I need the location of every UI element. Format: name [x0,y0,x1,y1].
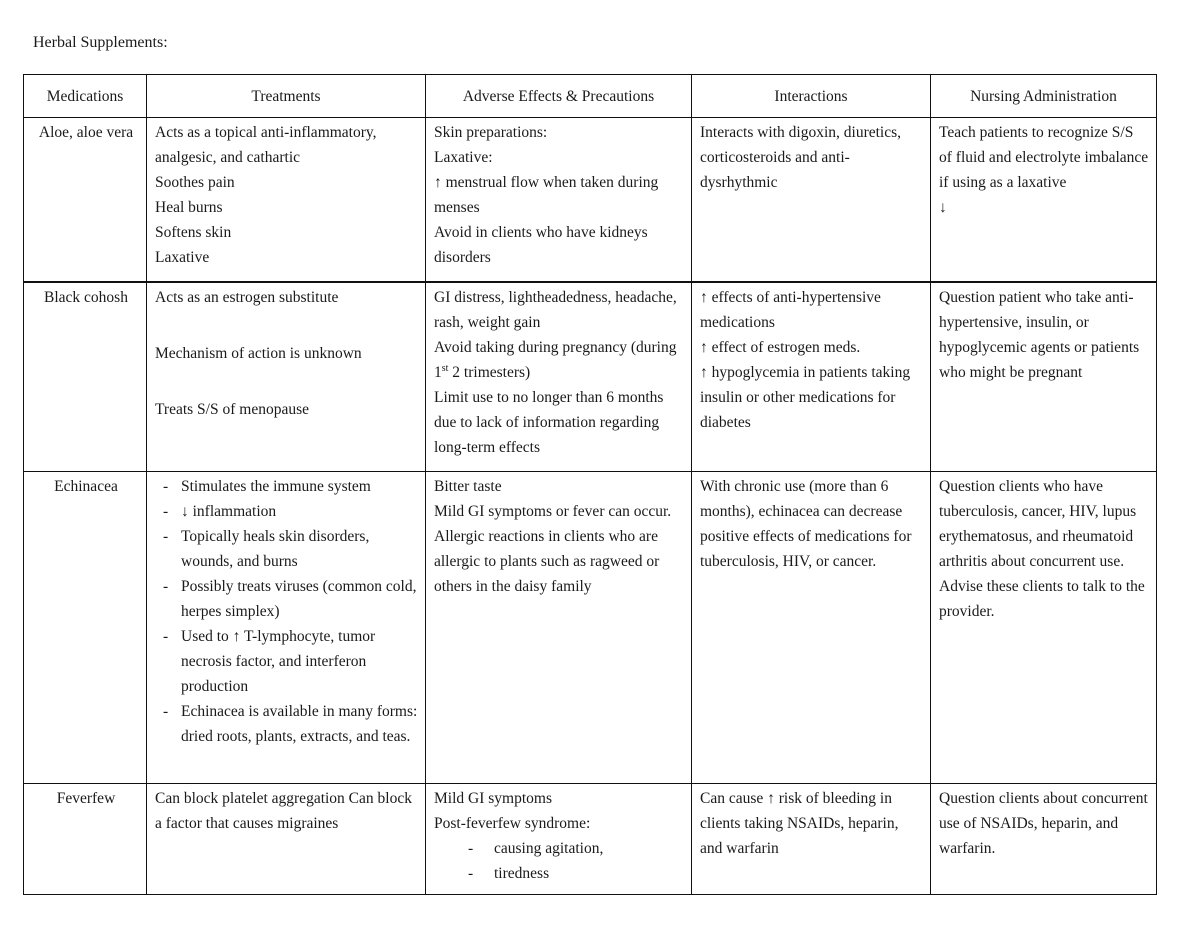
nursing-line: Question patient who take anti-hypertensive, insulin, or hypoglycemic agents or patients who might be pregnant [939,288,1140,381]
interactions-cell [692,472,931,784]
adverse-sublist [434,836,685,886]
treatments-cell [147,282,426,472]
list-item: - Used to ↑ T-lymphocyte, tumor necrosis factor, and interferon production [155,624,419,699]
adverse-line: Mild GI symptoms or fever can occur. [434,503,672,520]
table-row [24,118,1157,282]
treatment-line: Softens skin [155,224,232,241]
adverse-effects-cell [426,282,692,472]
header-row [24,75,1157,118]
list-item: - Possibly treats viruses (common cold, herpes simplex) [155,574,419,624]
adverse-effects-cell [426,472,692,784]
table-row [24,472,1157,784]
down-arrow-icon: ↓ [939,199,947,216]
header-adverse-effects: Adverse Effects & Precautions [426,75,692,118]
list-item: - causing agitation, [434,836,685,861]
table-row [24,784,1157,895]
interaction-line: With chronic use (more than 6 months), echinacea can decrease positive effects of medications for tuberculosis, HIV, or cancer. [700,478,912,570]
medication-name: Echinacea [24,472,147,784]
header-interactions: Interactions [692,75,931,118]
list-item: - Echinacea is available in many forms: dried roots, plants, extracts, and teas. [155,699,419,749]
adverse-effects-cell [426,784,692,895]
adverse-line: Laxative: [434,149,493,166]
adverse-line: Limit use to no longer than 6 months due to lack of information regarding long-term effects [434,388,664,456]
nursing-line: Teach patients to recognize S/S of fluid and electrolyte imbalance if using as a laxative [939,124,1149,191]
nursing-cell [931,118,1157,282]
adverse-line: Avoid taking during pregnancy (during 1st 2 trimesters) [434,338,677,381]
herbal-supplements-table [23,74,1157,895]
adverse-line: Post-feverfew syndrome: [434,815,591,832]
nursing-cell [931,282,1157,472]
list-item: - tiredness [434,861,685,886]
interaction-line: ↑ hypoglycemia in patients taking insulin or other medications for diabetes [700,363,911,431]
medication-name: Feverfew [24,784,147,895]
treatment-line: Laxative [155,249,210,266]
header-medications: Medications [24,75,147,118]
adverse-effects-cell [426,118,692,282]
treatment-line: Mechanism of action is unknown [155,344,362,362]
interactions-cell [692,282,931,472]
treatments-cell [147,784,426,895]
interaction-line: Can cause ↑ risk of bleeding in clients taking NSAIDs, heparin, and warfarin [700,790,899,857]
treatment-line: Soothes pain [155,174,235,191]
medication-name: Black cohosh [24,282,147,472]
treatment-line: Heal burns [155,199,223,216]
treatment-line: Can block platelet aggregation Can block a factor that causes migraines [155,790,412,832]
nursing-cell [931,472,1157,784]
treatment-line: Acts as a topical anti-inflammatory, analgesic, and cathartic [155,124,377,166]
header-treatments: Treatments [147,75,426,118]
adverse-line: Skin preparations: [434,124,548,141]
adverse-line: Bitter taste [434,478,502,495]
nursing-cell [931,784,1157,895]
interactions-cell [692,118,931,282]
adverse-line: Avoid in clients who have kidneys disorders [434,224,648,266]
treatment-list [155,474,419,749]
list-item: - Stimulates the immune system [155,474,419,499]
adverse-line: Mild GI symptoms [434,790,552,807]
treatment-line: Acts as an estrogen substitute [155,288,339,306]
interaction-line: ↑ effects of anti-hypertensive medications [700,288,881,331]
list-item: - ↓ inflammation [155,499,419,524]
interaction-line: Interacts with digoxin, diuretics, corticosteroids and anti-dysrhythmic [700,124,902,191]
nursing-line: Question clients who have tuberculosis, cancer, HIV, lupus erythematosus, and rheumatoid arthritis about concurrent use. Advise these clients to talk to the provider. [939,478,1145,620]
header-nursing-administration: Nursing Administration [931,75,1157,118]
treatments-cell [147,118,426,282]
adverse-line: Allergic reactions in clients who are allergic to plants such as ragweed or others in the daisy family [434,528,660,595]
table-row [24,282,1157,472]
interactions-cell [692,784,931,895]
medication-name: Aloe, aloe vera [24,118,147,282]
list-item: - Topically heals skin disorders, wounds, and burns [155,524,419,574]
treatment-line: Treats S/S of menopause [155,400,309,418]
nursing-line: Question clients about concurrent use of NSAIDs, heparin, and warfarin. [939,790,1148,857]
treatments-cell [147,472,426,784]
adverse-line: ↑ menstrual flow when taken during menses [434,174,659,216]
document-title: Herbal Supplements: [33,34,168,51]
interaction-line: ↑ effect of estrogen meds. [700,338,861,356]
adverse-line: GI distress, lightheadedness, headache, rash, weight gain [434,288,677,331]
